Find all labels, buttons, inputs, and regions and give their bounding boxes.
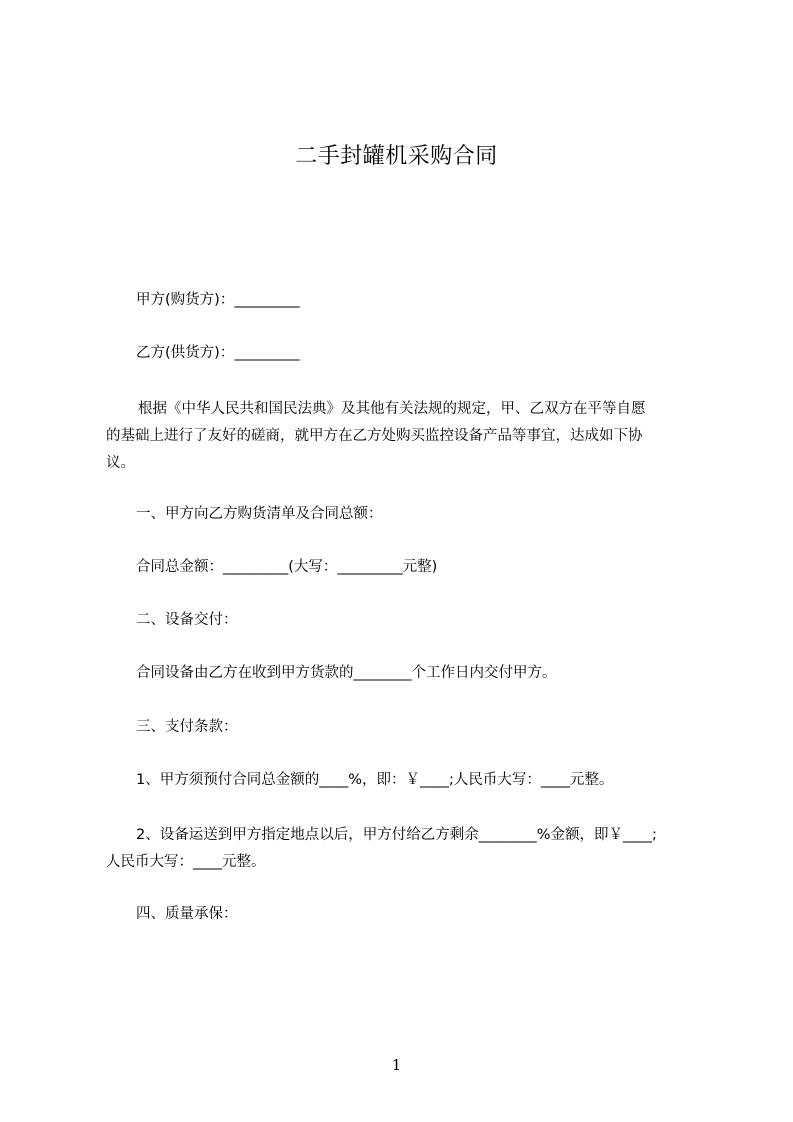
payment-term-2 bbox=[106, 822, 706, 876]
payment-term-2-line: 2、设备运送到甲方指定地点以后，甲方付给乙方剩余________%金额，即￥____; bbox=[136, 827, 657, 843]
party-a-line: 甲方(购货方)：_________ bbox=[136, 292, 300, 308]
intro-line: 的基础上进行了友好的磋商，就甲方在乙方处购买监控设备产品等事宜，达成如下协 bbox=[106, 428, 643, 444]
section-3-heading: 三、支付条款： bbox=[136, 719, 238, 735]
document-title: 二手封罐机采购合同 bbox=[295, 144, 498, 169]
page-number: 1 bbox=[391, 1056, 402, 1074]
intro-paragraph bbox=[106, 396, 706, 477]
delivery-line: 合同设备由乙方在收到甲方货款的________个工作日内交付甲方。 bbox=[136, 665, 557, 681]
payment-term-1: 1、甲方须预付合同总金额的____%，即：￥____;人民币大写：____元整。 bbox=[136, 772, 614, 788]
payment-term-2-line: 人民币大写：____元整。 bbox=[106, 854, 266, 870]
section-4-heading: 四、质量承保： bbox=[136, 906, 238, 922]
total-amount-line: 合同总金额：_________(大写：_________元整) bbox=[136, 559, 438, 575]
section-2-heading: 二、设备交付： bbox=[136, 612, 238, 628]
intro-line: 根据《中华人民共和国民法典》及其他有关法规的规定，甲、乙双方在平等自愿 bbox=[138, 401, 646, 417]
party-b-line: 乙方(供货方)：_________ bbox=[136, 345, 300, 361]
section-1-heading: 一、甲方向乙方购货清单及合同总额： bbox=[136, 506, 383, 522]
intro-line: 议。 bbox=[106, 455, 135, 471]
